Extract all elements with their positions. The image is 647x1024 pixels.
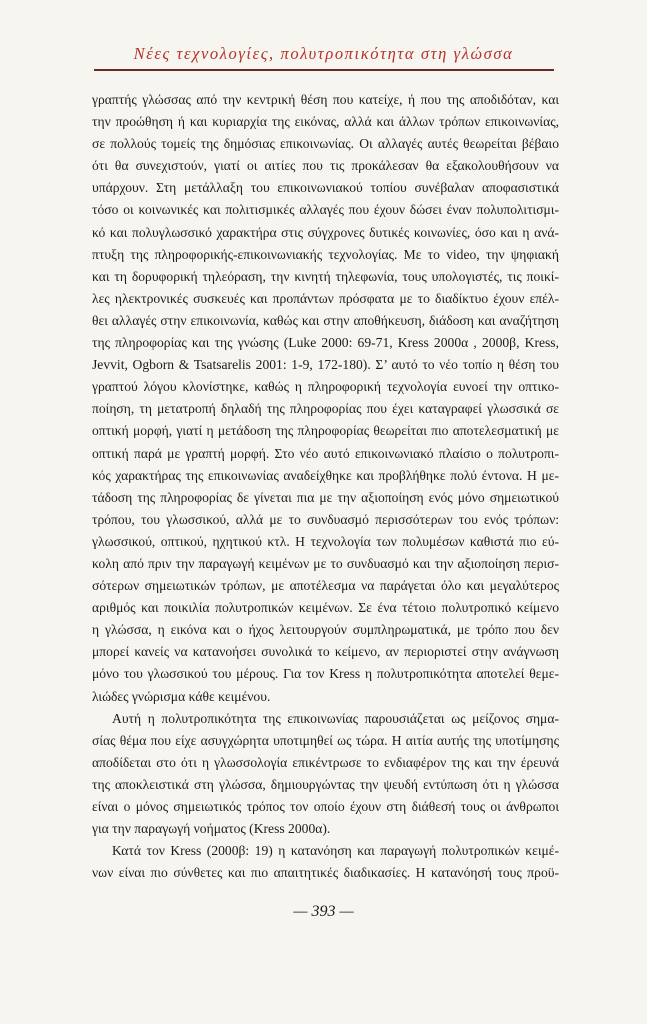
text-line: την προώθηση ή και κυριαρχία της εικόνας, αλλά και άλλων τρόπων επικοινωνίας, — [92, 114, 559, 130]
text-line: αποδίδεται στο ότι η γλωσσολογία επικέντρωσε το ενδιαφέρον της και την έρευνά — [92, 754, 559, 770]
text-line: γραπτού λόγου κλονίστηκε, καθώς η πληροφορική τεχνολογία ευνοεί την οπτικο- — [92, 379, 559, 395]
text-line: τρόπου, του γλωσσικού, αλλά με το συνδυασμό περισσότερων του ενός τρόπων: — [92, 511, 559, 527]
text-line: σότερων σημειωτικών τρόπων, με αποτέλεσμα να παράγεται όλο και μεγαλύτερος — [92, 578, 559, 594]
text-line: και τη δορυφορική τηλεόραση, την κινητή τηλεφωνία, τους υπολογιστές, τις ποικί- — [92, 268, 559, 284]
text-line: μόνο του γλωσσικού του μέρους. Για τον Kress η πολυτροπικότητα αποτελεί θεμε- — [92, 666, 559, 682]
text-line: Αυτή η πολυτροπικότητα της επικοινωνίας παρουσιάζεται ως μείζονος σημα- — [112, 710, 559, 726]
text-line: οπτική μορφή, γιατί η μετάδοση της πληροφορίας θεωρείται πιο αποτελεσματική με — [92, 423, 559, 439]
body-text — [92, 89, 559, 884]
text-line: υπάρχουν. Στη μετάλλαξη του επικοινωνιακού τοπίου συνέβαλαν αποφασιστικά — [92, 180, 559, 196]
text-line: ποίηση, τη μετατροπή δηλαδή της πληροφορίας που έχει καταγραφεί γλωσσικά σε — [92, 401, 559, 417]
text-line: για την παραγωγή νοήματος (Kress 2000α). — [92, 821, 331, 837]
text-line: τάδοση της πληροφορίας δε γίνεται πια με την αξιοποίηση ενός μόνο σημειωτικού — [92, 489, 559, 505]
text-line: κό και πολυγλωσσικό χαρακτήρα στις σύγχρονες δυτικές κοινωνίες, όσο και η ανά- — [92, 224, 559, 240]
page-number: — 393 — — [293, 903, 354, 920]
text-line: νων είναι πιο σύνθετες και πιο απαιτητικές διαδικασίες. Η κατανόησή τους προϋ- — [92, 865, 559, 881]
text-line: η γλώσσα, η εικόνα και ο ήχος λειτουργούν συμπληρωματικά, με τρόπο που δεν — [92, 622, 559, 638]
text-line: της πληροφορίας και της γνώσης (Luke 2000: 69-71, Kress 2000α , 2000β, Kress, — [92, 335, 559, 351]
text-line: ότι θα συνεχιστούν, γιατί οι αιτίες που τις προκάλεσαν θα εξακολουθήσουν να — [92, 158, 559, 174]
text-line: σε πολλούς τομείς της δημόσιας επικοινωνίας. Οι αλλαγές αυτές θεωρείται βέβαιο — [92, 136, 559, 152]
text-line: αριθμός και ποικιλία πολυτροπικών κειμένων. Σε ένα τέτοιο πολυτροπικό κείμενο — [92, 600, 559, 616]
text-line: τόσο οι κοινωνικές και πολιτισμικές αλλαγές που έχουν δώσει έναν πολυπολιτισμι- — [92, 202, 559, 218]
text-line: είναι ο μόνος σημειωτικός τρόπος τον οποίο έχουν στη διάθεσή τους οι άνθρωποι — [92, 799, 559, 814]
text-line: πτυξη της πληροφορικής-επικοινωνιακής τεχνολογίας. Με το video, την ψηφιακή — [92, 246, 559, 262]
text-line: σίας θέμα που είχε ασυγχώρητα υποτιμηθεί ως τώρα. Η αιτία αυτής της υποτίμησης — [92, 732, 559, 748]
text-line: λες ηλεκτρονικές συσκευές και προπάντων πρόσφατα με το διαδίκτυο έχουν επέλ- — [92, 290, 559, 306]
text-line: Jevvit, Ogborn & Tsatsarelis 2001: 1-9, 172-180). Σ’ αυτό το νέο τοπίο η θέση του — [92, 357, 559, 373]
text-line: κολη από πριν την παραγωγή κειμένων με το συνδυασμό και την αξιοποίηση περισ- — [92, 555, 559, 571]
header-rule — [94, 69, 554, 71]
running-header: Νέες τεχνολογίες, πολυτροπικότητα στη γλώσσα — [133, 44, 514, 63]
text-line: θει αλλαγές στην επικοινωνία, καθώς και στην αποθήκευση, διάδοση και αναζήτηση — [92, 312, 559, 328]
text-line: γλωσσικού, οπτικού, ηχητικού κτλ. Η τεχνολογία των πολυμέσων καθιστά πιο εύ- — [92, 533, 559, 549]
text-line: γραπτής γλώσσας από την κεντρική θέση που κατείχε, ή που της αποδιδόταν, και — [92, 92, 559, 107]
text-line: λιώδες γνώρισμα κάθε κειμένου. — [92, 688, 271, 704]
text-line: κός χαρακτήρας της επικοινωνίας αναδείχθηκε και προβλήθηκε πολύ έντονα. Η με- — [92, 467, 559, 483]
text-line: Κατά τον Kress (2000β: 19) η κατανόηση και παραγωγή πολυτροπικών κειμέ- — [112, 843, 559, 859]
text-line: οπτική παρά με γραπτή μορφή. Στο νέο αυτό επικοινωνιακό πλαίσιο ο πολυτροπι- — [92, 445, 559, 461]
text-line: μπορεί κανείς να κατανοήσει συνολικά το κείμενο, αν περιοριστεί στην ανάγνωση — [92, 644, 559, 660]
text-line: της αποκλειστικά στη γλώσσα, δημιουργώντας την ψευδή εντύπωση ότι η γλώσσα — [92, 776, 559, 792]
